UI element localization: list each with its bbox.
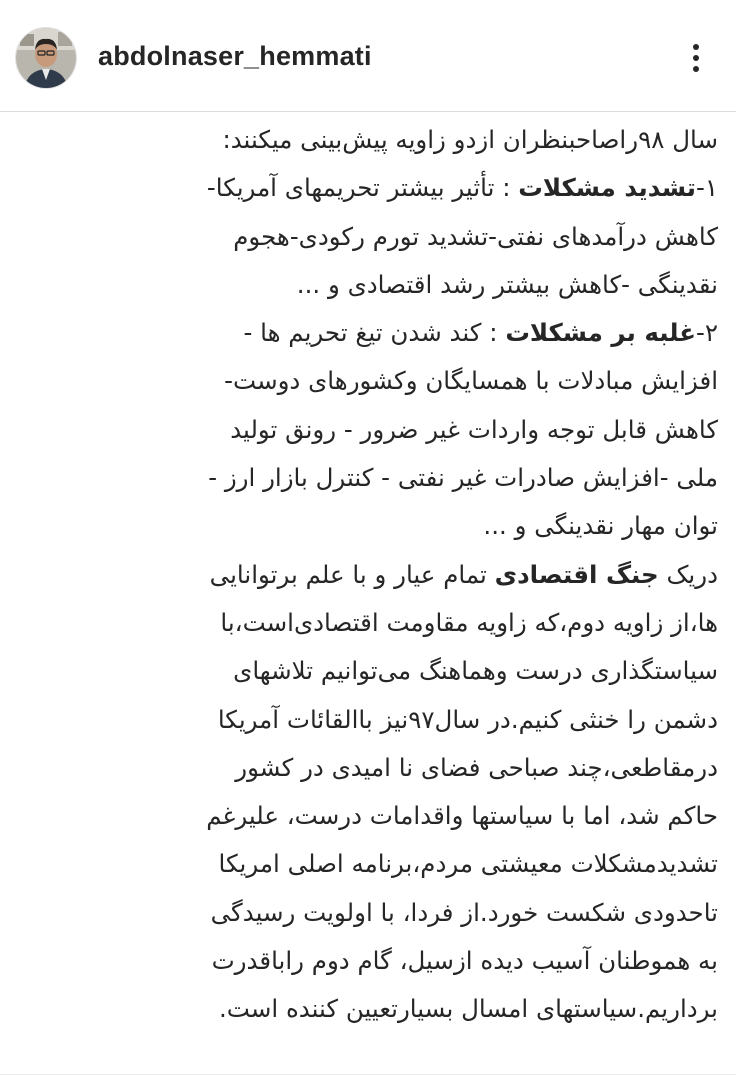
more-options-button[interactable] bbox=[676, 38, 716, 78]
avatar[interactable] bbox=[15, 27, 77, 89]
caption-line-text: افزایش مبادلات با همسایگان وکشورهای دوست- bbox=[224, 366, 718, 396]
caption-line bbox=[14, 261, 718, 309]
caption-line-text: حاکم شد، اما با سیاستها واقدامات درست، علیرغم bbox=[206, 801, 718, 831]
caption-line-text: ملی -افزایش صادرات غیر نفتی - کنترل بازار ارز - bbox=[208, 463, 718, 493]
caption-line-text: تشدیدمشکلات معیشتی مردم،برنامه اصلی امریکا bbox=[218, 849, 718, 879]
caption-line bbox=[14, 599, 718, 647]
caption-line-text: نقدینگی -کاهش بیشتر رشد اقتصادی و ... bbox=[296, 269, 718, 299]
caption-line-prefix: دریک bbox=[658, 559, 718, 589]
caption-line-text: توان مهار نقدینگی و ... bbox=[483, 511, 718, 541]
caption-line-text: دشمن را خنثی کنیم.در سال۹۷نیز باالقائات آمریکا bbox=[217, 704, 718, 734]
caption-line bbox=[14, 164, 718, 212]
caption-line-text: تمام عیار و با علم برتوانایی bbox=[209, 559, 495, 589]
caption-line bbox=[14, 647, 718, 695]
more-vertical-icon bbox=[676, 38, 716, 78]
caption-line-text: : کند شدن تیغ تحریم ها - bbox=[243, 318, 506, 348]
post-header bbox=[0, 0, 736, 112]
caption-line-text: ها،از زاویه دوم،که زاویه مقاومت اقتصادی‌است،با bbox=[220, 607, 718, 637]
caption-line-prefix: ۲- bbox=[695, 318, 718, 348]
username[interactable]: abdolnaser_hemmati bbox=[98, 41, 372, 71]
caption-line-text: سال ۹۸راصاحبنظران ازدو زاویه پیش‌بینی میکنند: bbox=[222, 125, 718, 154]
caption-line bbox=[14, 889, 718, 937]
caption-line-text: تاحدودی شکست خورد.از فردا، با اولویت رسیدگی bbox=[210, 897, 718, 927]
caption-line bbox=[14, 454, 718, 502]
caption-line-text: برداریم.سیاستهای امسال بسیارتعیین کننده است. bbox=[218, 994, 718, 1024]
caption-line bbox=[14, 696, 718, 744]
caption-line bbox=[14, 792, 718, 840]
caption-line bbox=[14, 357, 718, 405]
caption-bold-heading: تشدید مشکلات bbox=[518, 173, 696, 203]
caption-line-text: کاهش قابل توجه واردات غیر ضرور - رونق تولید bbox=[230, 414, 718, 444]
caption-bold-heading: جنگ اقتصادی bbox=[494, 559, 659, 589]
caption-line bbox=[14, 213, 718, 261]
caption-line bbox=[14, 502, 718, 550]
bottom-divider bbox=[0, 1074, 736, 1075]
caption-line bbox=[14, 309, 718, 357]
caption-line bbox=[14, 406, 718, 454]
caption-line-text: : تأثیر بیشتر تحریمهای آمریکا- bbox=[206, 173, 519, 203]
profile-photo-icon bbox=[16, 28, 76, 88]
caption-line bbox=[14, 985, 718, 1033]
caption-line-prefix: ۱- bbox=[695, 173, 718, 203]
post-caption bbox=[14, 116, 722, 1072]
caption-bold-heading: غلبه بر مشکلات bbox=[505, 318, 696, 348]
caption-line-text: کاهش درآمدهای نفتی-تشدید تورم رکودی-هجوم bbox=[233, 221, 718, 251]
caption-line bbox=[14, 840, 718, 888]
caption-line bbox=[14, 116, 718, 164]
caption-line-text: سیاستگذاری درست وهماهنگ می‌توانیم تلاشهای bbox=[233, 656, 718, 686]
caption-line bbox=[14, 551, 718, 599]
caption-line bbox=[14, 744, 718, 792]
caption-line bbox=[14, 937, 718, 985]
caption-line-text: به هموطنان آسیب دیده ازسیل، گام دوم راباقدرت bbox=[211, 946, 718, 976]
caption-line-text: درمقاطعی،چند صباحی فضای نا امیدی در کشور bbox=[235, 752, 718, 782]
